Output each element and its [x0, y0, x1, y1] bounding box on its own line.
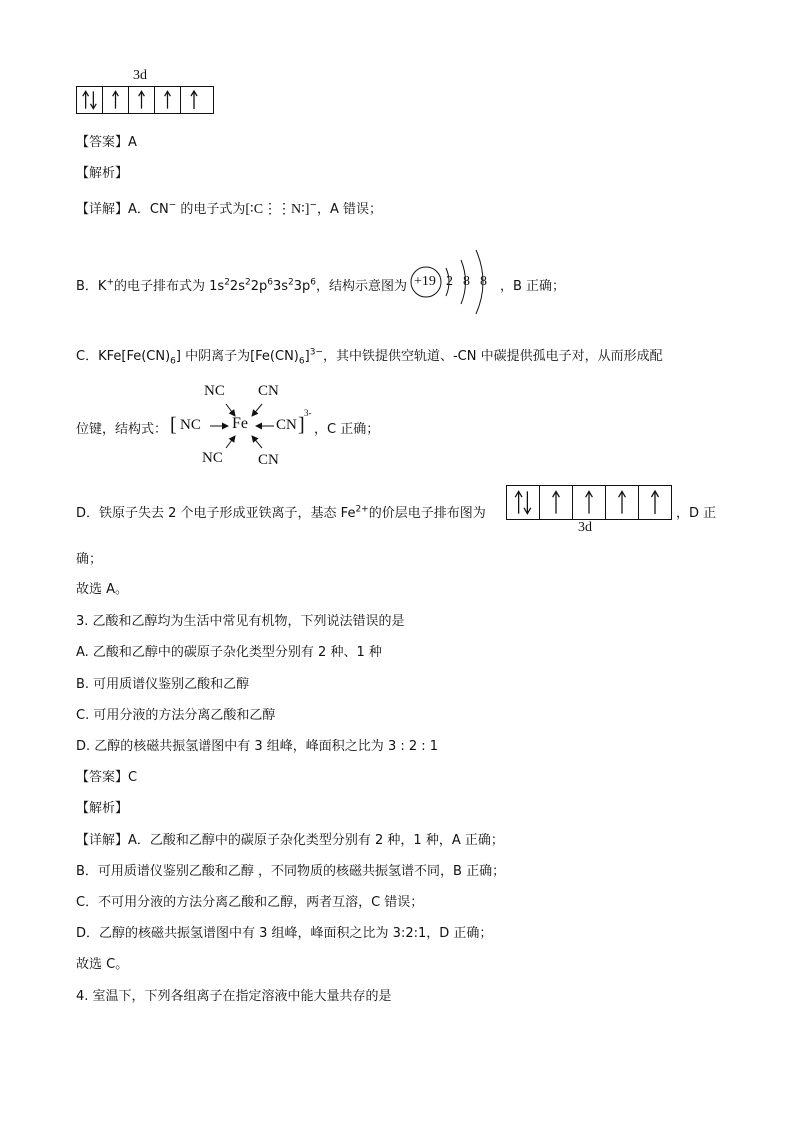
config-sup: 2: [224, 277, 230, 288]
orbital-cell-up: [573, 486, 606, 519]
superscript: 2+: [355, 504, 369, 515]
orbital-cell-up: [181, 87, 207, 113]
detail-b-prefix: B．K: [76, 279, 107, 294]
detail-b-suffix: ，B 正确；: [500, 279, 566, 294]
detail-c-text: ]: [304, 349, 310, 364]
detail-b-text1: 的电子排布式为 1s: [114, 279, 225, 294]
shell-electrons-2: 8: [463, 274, 470, 289]
config-orbital: 2s: [229, 279, 245, 294]
nucleus-charge: +19: [414, 274, 436, 289]
superscript: 3−: [309, 347, 323, 358]
config-orbital: 3s: [272, 279, 289, 294]
q2-detail-c-line1: [76, 345, 663, 367]
orbital-cell-up: [540, 486, 573, 519]
d-orbital-label: 3d: [578, 520, 592, 535]
ligand-bottom-left: NC: [202, 450, 223, 466]
config-sup: 6: [310, 277, 317, 288]
q3-option-b: B. 可用质谱仪鉴别乙酸和乙醇: [76, 677, 250, 692]
q2-detail-d-text: [76, 502, 486, 521]
q3-analysis: 【解析】: [76, 801, 129, 816]
config-sup: 2: [288, 277, 294, 288]
shell-electrons-1: 2: [446, 274, 453, 289]
ligand-right: CN: [276, 417, 297, 433]
shell-electrons-3: 8: [480, 274, 487, 289]
ligand-bottom-right: CN: [258, 452, 279, 468]
ligand-top-left: NC: [204, 383, 225, 399]
orbital-cell-up: [103, 87, 129, 113]
orbital-cell-updown: [507, 486, 540, 519]
detail-c-line2-prefix: 位键，结构式：: [76, 422, 168, 437]
detail-c-text: ，其中铁提供空轨道、-CN 中碳提供孤电子对，从而形成配: [322, 349, 663, 364]
complex-center-fe: Fe: [232, 415, 248, 432]
detail-d-text: D．铁原子失去 2 个电子形成亚铁离子，基态 Fe: [76, 506, 356, 521]
orbital-cell-up: [155, 87, 181, 113]
detail-c-text: C．KFe[Fe(CN): [76, 349, 171, 364]
electron-formula: [∶C⋮⋮N∶]: [245, 202, 310, 217]
complex-structure: [170, 380, 310, 472]
q3-conclusion: 故选 C。: [76, 957, 129, 972]
detail-d-line2: 确；: [76, 552, 103, 567]
detail-d-suffix: ，D 正: [676, 506, 717, 521]
q3-option-c: C. 可用分液的方法分离乙酸和乙醇: [76, 708, 276, 723]
complex-right-bracket: ]: [298, 414, 305, 436]
orbital-cell-up: [606, 486, 639, 519]
d-orbital-diagram: [506, 485, 672, 520]
subscript: 6: [170, 356, 176, 367]
detail-b-prefix-sup: +: [106, 277, 114, 288]
config-sup: 6: [267, 277, 273, 288]
q3-option-d: D. 乙醇的核磁共振氢谱图中有 3 组峰，峰面积之比为 3 : 2 : 1: [76, 739, 439, 754]
q4-stem: 4. 室温下，下列各组离子在指定溶液中能大量共存的是: [76, 989, 392, 1004]
config-orbital: 2p: [250, 279, 268, 294]
formula-charge: −: [309, 200, 317, 211]
detail-a-prefix-sup: −: [168, 200, 177, 211]
orbital-cell-up: [129, 87, 155, 113]
q3-detail-b: B．可用质谱仪鉴别乙酸和乙醇 ，不同物质的核磁共振氢谱不同，B 正确；: [76, 864, 506, 879]
q3-answer: 【答案】C: [76, 770, 138, 785]
detail-c-line2-suffix: ，C 正确；: [314, 422, 380, 437]
top-orbital-diagram: [76, 86, 214, 114]
detail-c-text: ] 中阴离子为[Fe(CN): [175, 349, 299, 364]
top-orbital-label: 3d: [133, 68, 147, 83]
complex-left-bracket: [: [170, 414, 177, 436]
q2-analysis: 【解析】: [76, 166, 129, 181]
q2-answer: 【答案】A: [76, 135, 137, 150]
orbital-cell-updown: [77, 87, 103, 113]
q2-detail-a: [76, 198, 382, 218]
q3-detail-a: 【详解】A．乙酸和乙醇中的碳原子杂化类型分别有 2 种，1 种，A 正确；: [76, 833, 504, 848]
orbital-cell-up: [639, 486, 671, 519]
q3-stem: 3. 乙酸和乙醇均为生活中常见有机物，下列说法错误的是: [76, 614, 405, 629]
q3-option-a: A. 乙酸和乙醇中的碳原子杂化类型分别有 2 种、1 种: [76, 645, 382, 660]
ligand-left: NC: [180, 417, 201, 433]
detail-a-prefix: 【详解】A．CN: [76, 202, 169, 217]
detail-a-suffix: ，A 错误；: [317, 202, 383, 217]
complex-charge: 3-: [304, 408, 312, 418]
q3-detail-d: D．乙醇的核磁共振氢谱图中有 3 组峰，峰面积之比为 3:2:1，D 正确；: [76, 926, 493, 941]
config-orbital: 3p: [293, 279, 311, 294]
q3-detail-c: C．不可用分液的方法分离乙酸和乙醇，两者互溶，C 错误；: [76, 895, 424, 910]
detail-a-middle: 的电子式为: [176, 202, 246, 217]
ligand-top-right: CN: [258, 383, 279, 399]
detail-b-text2: ，结构示意图为: [316, 279, 408, 294]
config-sup: 2: [244, 277, 251, 288]
subscript: 6: [298, 356, 305, 367]
q2-conclusion: 故选 A。: [76, 582, 129, 597]
detail-d-text: 的价层电子排布图为: [368, 506, 486, 521]
q2-detail-b: [76, 275, 407, 294]
